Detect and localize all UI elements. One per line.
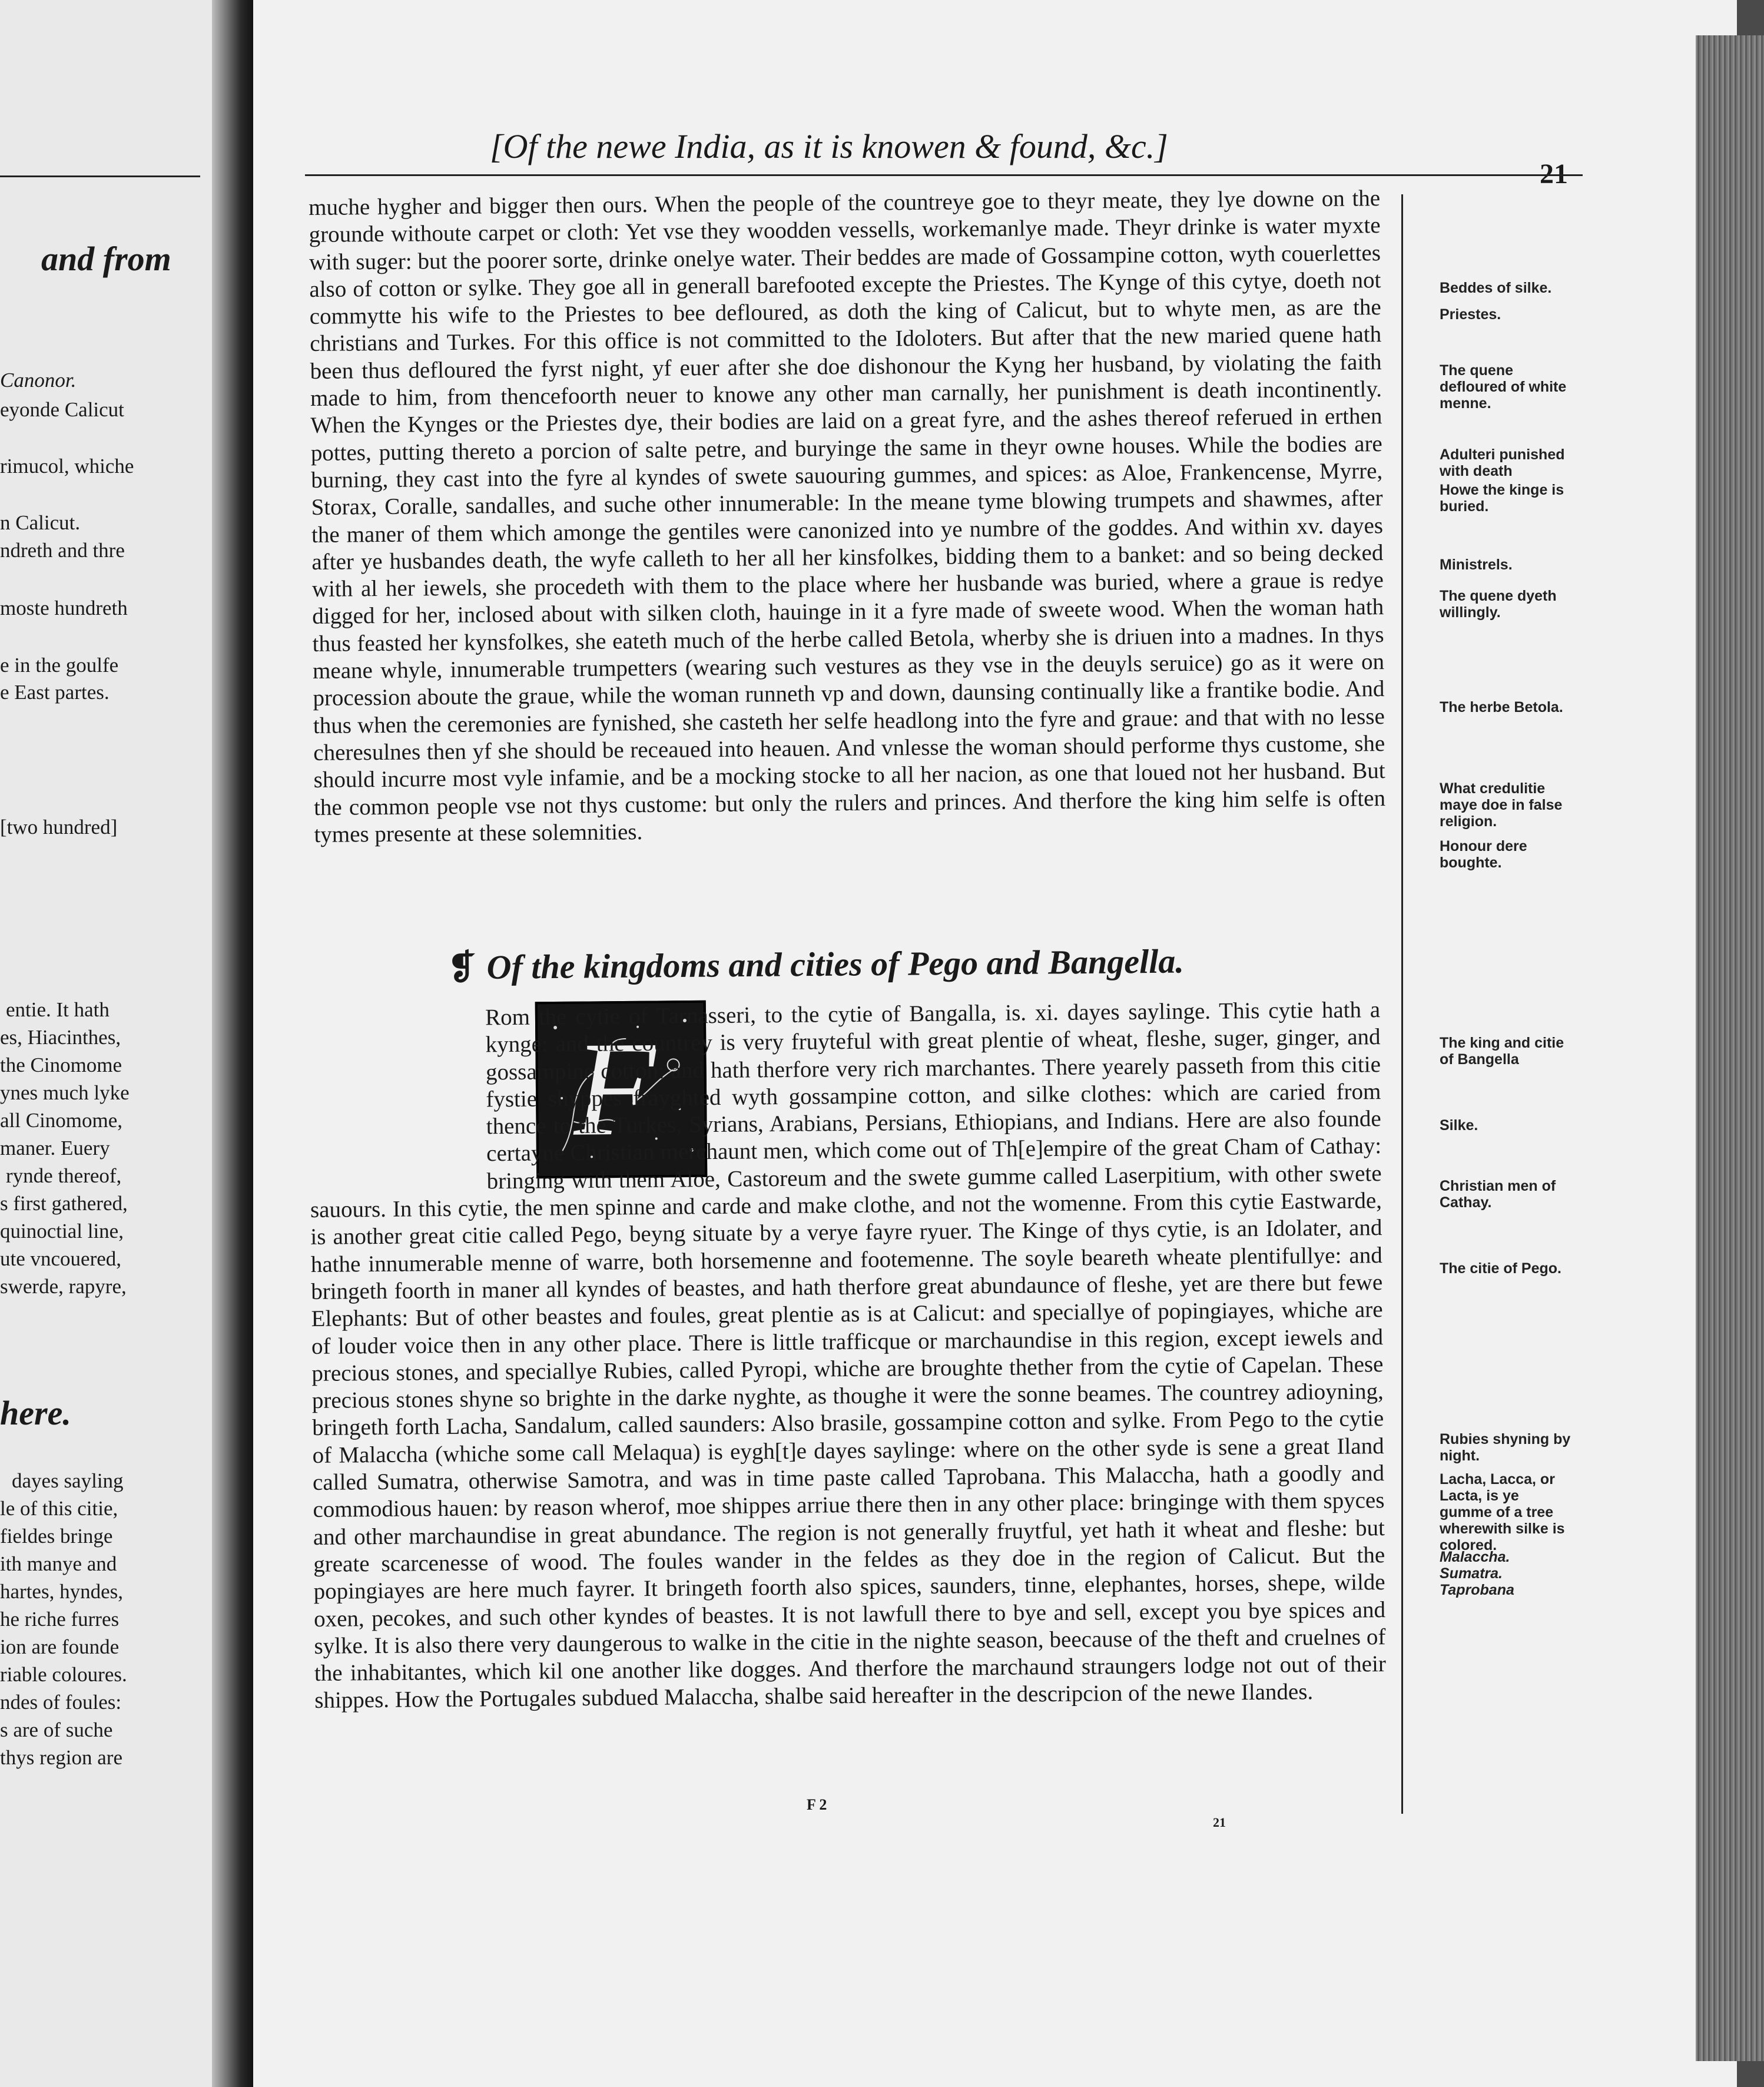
left-line: es, Hiacinthes,	[0, 1026, 121, 1049]
left-line: entie. It hath	[6, 998, 110, 1021]
left-line: dayes sayling	[12, 1469, 124, 1492]
left-line: ute vncouered,	[0, 1247, 122, 1270]
left-header-rule	[0, 175, 200, 177]
paragraph-2-text: Rom the cytie of Tarnasseri, to the cytie of Bangalla, is. xi. dayes saylinge. This cytie hath a kynge: and the countrey is very fruyteful with great plentie of wheat, fleshe, suger, ginger, and gossampine cotton: and hath therfore very rich marchantes. There yearely passeth from this citie fystie shyppes frayghted wyth gossampine cotton, and silke clothes: which are caried from thence to the Turkes, Syrians, Arabians, Persians, Ethiopians, and Indians. Here are also founde certayne Christian merchaunt men, which come out of Th[e]empire of the great Cham of Cathay: bringing with them Aloe, Castoreum and the swete gumme called Laserpitium, with other swete sauours. In this cytie, the men spinne and carde and make clothe, and not the womenne. From this cytie Eastwarde, is another great citie called Pego, beyng situate by a verye fayre ryuer. The Kinge of thys cytie, is an Idolater, and hathe innumerable menne of warre, both horsemenne and footemenne. The soyle beareth wheate plentifullye: and bringeth foorth in maner all kyndes of beastes, and hath therfore great abundaunce of fleshe, yet are there but fewe Elephants: But of other beastes and foules, great plentie as is at Calicut: and speciallye of popingiayes, whiche are of louder voice then in any other place. There is little trafficque or marchaundise in this region, except iewels and precious stones, and speciallye Rubies, called Pyropi, whiche are broughte thether from the cytie of Capelan. These precious stones shyne so brighte in the darke nyghte, as thoughe it were the sonne beames. The countrey adioyning, bringeth forth Lacha, Sandalum, called saunders: Also brasile, gossampine cotton and sylke. From Pego to the cytie of Malaccha (whiche some call Melaqua) is eygh[t]e dayes saylinge: where on the other syde is sene a great Iland called Sumatra, otherwise Samotra, and was in time paste called Taprobana. This Malaccha, hath a goodly and commodious hauen: by reason wherof, moe shippes arriue there then in any other place: bringinge with them spyces and other marchaundise in great abundance. The region is not generally fruytful, yet hath it wheat and fleshe: but greate scarcenesse of wood. The foules wander in the feldes as they doe in the region of Calicut. But the popingiayes are here much fayrer. It bringeth foorth also spices, saunders, tinne, elephantes, horses, shepe, wilde oxen, pecokes, and such other kyndes of beastes. It is not lawfull there to bye and sell, except you bye spices and sylke. It is also there very daungerous to walke in the citie in the nighte season, beecause of the theft and cruelnes of the inhabitantes, which kil one another like dogges. And therfore the marchaund straungers lodge not out of their shippes. How the Portugales subdued Malaccha, shalbe said hereafter in the descripcion of the newe Ilandes.	[310, 997, 1387, 1714]
dropcap-letter: F	[572, 1013, 657, 1164]
sidenote: Rubies shyning by night.	[1440, 1431, 1571, 1464]
paragraph-1: muche hygher and bigger then ours. When the people of the countreye goe to theyr meate, they lye downe on the grounde withoute carpet or cloth: Yet vse they woodden vessells, workemanlye made. Theyr drinke is water myxte with suger: but the poorer sorte, drinke onelye water. Their beddes are made of Gossampine cotton, wyth couerlettes also of cotton or sylke. They goe all in generall barefooted excepte the Priestes. The Kynge of this cytye, doeth not commytte his wife to the Priestes to bee defloured, as doth the king of Calicut, but to whyte men, as are the christians and Turkes. For this office is not committed to the Idoloters. But after that the new maried quene hath been thus defloured the fyrst night, yf euer after she doe dishonour the Kyng her husband, by violating the faith made to him, from thencefoorth neuer to knowe any other man carnally, her punishment is death incontinently. When the Kynges or the Priestes dye, their bodies are laid on a great fyre, and the ashes thereof referued in erthen pottes, putting thereto a porcion of salte petre, and buryinge the same in theyr owne houses. While the bodies are burning, they cast into the fyre al kyndes of swete sauouring gummes, and spices: as Aloe, Frankencense, Myrre, Storax, Coralle, sandalles, and suche other innumerable: In the meane tyme blowing trumpets and shawmes, after the maner of them which amonge the gentiles were canonized into ye numbre of the goddes. And within xv. dayes after ye husbandes death, the wyfe calleth to her all her kinsfolkes, bidding them to a banket: and so being decked with al her iewels, she procedeth with them to the place where her husbande was buried, where a graue is redye digged for her, inclosed about with silken cloth, hauinge in it a fyre made of sweete wood. When the woman hath thus feasted her kynsfolkes, she eateth much of the herbe called Betola, wherby she is driuen into a madnes. In thys meane whyle, innumerable trumpetters (wearing such vestures as they vse in the deuyls seruice) go as it were on procession aboute the graue, while the woman runneth vp and down, daunsing continually like a frantike bodie. And thus when the ceremonies are fynished, she casteth her selfe headlong into the fyre and graue: and that with no lesse cheresulnes then yf she should be receaued into heauen. And vnlesse the woman should performe thys custome, she should incurre most vyle infamie, and be a mocking stocke to all her nacion, as one that loued not her husband. But the common people vse not thys custome: but only the rulers and princes. And therfore the king him selfe is often tymes presente at these solemnities.	[309, 185, 1386, 847]
page-number: 21	[1540, 158, 1568, 190]
left-line: riable coloures.	[0, 1663, 127, 1686]
left-line: rynde thereof,	[6, 1164, 122, 1187]
left-line: e East partes.	[0, 681, 110, 704]
paragraph-mark-icon: ❡	[447, 948, 476, 987]
left-line: ndreth and thre	[0, 539, 125, 562]
left-facing-page	[0, 0, 212, 2087]
left-line: he riche furres	[0, 1608, 120, 1631]
left-line: Canonor.	[0, 369, 77, 392]
left-line: eyonde Calicut	[0, 398, 124, 421]
left-line: all Cinomome,	[0, 1109, 123, 1132]
left-line: ynes much lyke	[0, 1081, 130, 1104]
sidenote: The herbe Betola.	[1440, 699, 1563, 715]
margin-rule	[1401, 194, 1403, 1814]
left-line: fieldes bringe	[0, 1525, 113, 1548]
left-line: and from	[41, 240, 171, 278]
sidenote: Honour dere boughte.	[1440, 838, 1527, 871]
sidenote: Lacha, Lacca, or Lacta, is ye gumme of a tree wherewith silke is colored.	[1440, 1471, 1565, 1553]
footer-number: 21	[1213, 1815, 1226, 1830]
left-line: hartes, hyndes,	[0, 1580, 123, 1603]
signature-mark: F 2	[807, 1796, 827, 1813]
sidenote: The quene dyeth willingly.	[1440, 588, 1557, 621]
sidenote: Beddes of silke.	[1440, 280, 1552, 296]
sidenote: Howe the kinge is buried.	[1440, 482, 1564, 515]
sidenote: Taprobana	[1440, 1582, 1514, 1598]
left-line: e in the goulfe	[0, 654, 119, 677]
left-line: rimucol, whiche	[0, 455, 134, 478]
sidenote: The quene defloured of white menne.	[1440, 362, 1567, 412]
sidenote: Christian men of Cathay.	[1440, 1178, 1556, 1211]
left-line: swerde, rapyre,	[0, 1275, 127, 1298]
sidenote: Priestes.	[1440, 306, 1501, 323]
sidenote: Malaccha.	[1440, 1549, 1510, 1565]
left-line: maner. Euery	[0, 1137, 110, 1160]
page-edges	[1696, 35, 1764, 2061]
left-line: ion are founde	[0, 1635, 120, 1658]
left-line: n Calicut.	[0, 511, 81, 534]
running-title: [Of the newe India, as it is knowen & found, &c.]	[490, 127, 1168, 165]
left-line: [two hundred]	[0, 816, 118, 839]
left-line: the Cinomome	[0, 1054, 122, 1076]
header-rule	[305, 174, 1583, 176]
left-line: quinoctial line,	[0, 1220, 124, 1243]
paragraph-2	[309, 996, 1386, 1715]
main-page	[253, 0, 1737, 2087]
left-line: s first gathered,	[0, 1192, 128, 1215]
left-line: s are of suche	[0, 1718, 113, 1741]
book-gutter	[212, 0, 253, 2087]
sidenote: The king and citie of Bangella	[1440, 1035, 1564, 1068]
section-heading	[447, 941, 1184, 988]
left-line: thys region are	[0, 1746, 122, 1769]
left-line: ith manye and	[0, 1552, 117, 1575]
sidenote: What credulitie maye doe in false religion.	[1440, 780, 1563, 830]
left-line: le of this citie,	[0, 1497, 118, 1520]
section-heading-text: Of the kingdoms and cities of Pego and Bangella.	[486, 942, 1185, 986]
sidenote: Adulteri punished with death	[1440, 446, 1565, 479]
left-line: here.	[0, 1394, 71, 1432]
sidenote: Ministrels.	[1440, 556, 1513, 573]
left-line: ndes of foules:	[0, 1691, 122, 1714]
sidenote: Silke.	[1440, 1117, 1478, 1134]
left-line: moste hundreth	[0, 597, 128, 620]
dropcap-spacer	[309, 1004, 487, 1182]
sidenote: The citie of Pego.	[1440, 1260, 1561, 1277]
sidenote: Sumatra.	[1440, 1565, 1503, 1582]
